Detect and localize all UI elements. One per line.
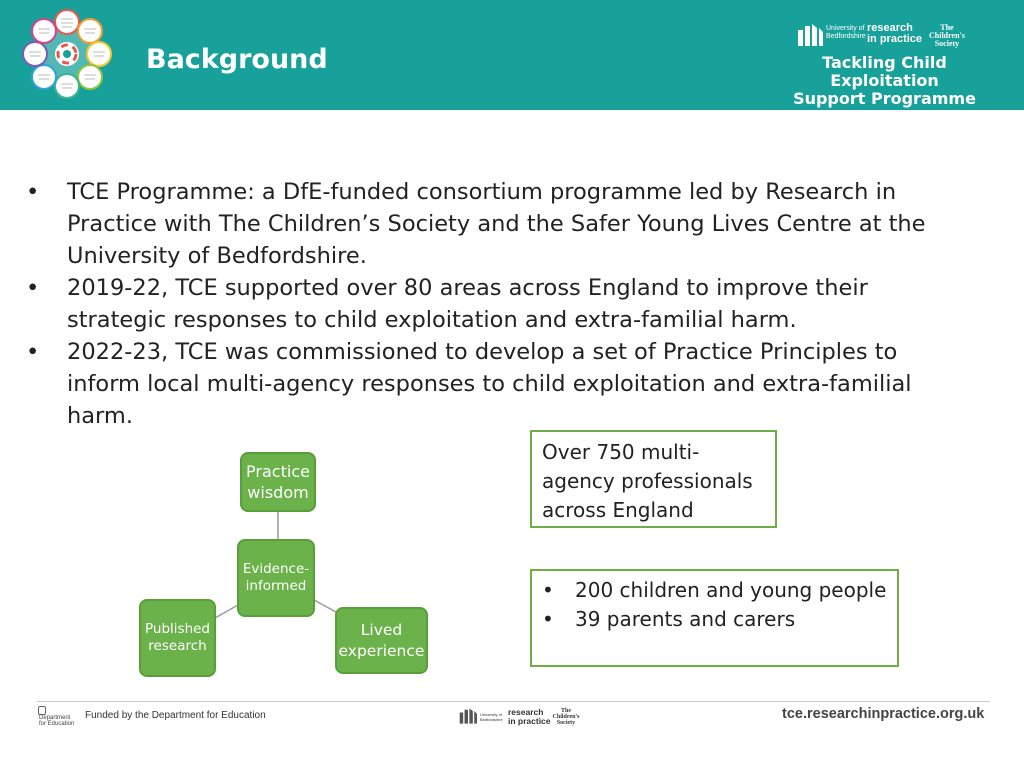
practice-principles-wheel-icon: [22, 9, 112, 99]
node-practice-wisdom-label: Practice wisdom: [246, 462, 310, 502]
bullet-dot: •: [26, 339, 40, 365]
research-in-practice-logo: [867, 23, 922, 45]
university-of-bedfordshire-logo-icon: [796, 22, 824, 48]
dfe-logo: [38, 706, 78, 728]
tcs-line-1: The: [940, 23, 954, 32]
bullet-dot: •: [542, 578, 554, 602]
header-bar: [0, 0, 1024, 110]
node-evidence-informed-label: Evidence-informed: [242, 561, 310, 594]
rip-line-2: in practice: [867, 33, 923, 45]
footer-brand: [458, 705, 588, 729]
tcs-line-3: Society: [934, 39, 960, 48]
footer-divider: [37, 701, 990, 702]
bullet-text: TCE Programme: a DfE-funded consortium programme led by Research in Practice with The Children’s Society and the Safer Young Lives Centre at the University of Bedfordshire.: [67, 179, 926, 269]
node-lived-experience-label: Lived experience: [338, 620, 425, 660]
bullet-dot: •: [26, 275, 40, 301]
node-published-research: [139, 599, 216, 677]
rip-line-1: research: [867, 22, 913, 34]
participant-text: 39 parents and carers: [575, 607, 796, 631]
bullet-text: 2022-23, TCE was commissioned to develop a set of Practice Principles to inform local multi-agency responses to child exploitation and extra-familial harm.: [67, 339, 912, 429]
node-lived-experience: [335, 607, 428, 674]
dfe-crest-icon: [38, 706, 46, 715]
tcs-line-2: Children's: [929, 31, 965, 40]
footer-rip-line-2: in practice: [508, 716, 551, 726]
dfe-text: Department for Education: [39, 715, 75, 727]
footer-rip-line-1: research: [508, 707, 544, 717]
footer-tcs-logo: The Children's Society: [552, 708, 580, 726]
background-bullets: [26, 176, 956, 432]
page-title: Background: [146, 44, 328, 75]
participant-item: [542, 576, 887, 605]
bullet-text: 2019-22, TCE supported over 80 areas across England to improve their strategic responses to child exploitation and extra-familial harm.: [67, 275, 868, 333]
bullet-item: [26, 272, 956, 336]
node-published-research-label: Published research: [145, 621, 210, 654]
participant-item: [542, 605, 887, 634]
footer-url[interactable]: tce.researchinpractice.org.uk: [782, 706, 985, 722]
footer-university-text: University of Bedfordshire: [480, 712, 503, 722]
bullet-dot: •: [26, 179, 40, 205]
funded-by-text: Funded by the Department for Education: [85, 710, 266, 721]
bullet-item: [26, 176, 956, 272]
footer-rip-logo: [508, 708, 551, 726]
bullet-dot: •: [542, 607, 554, 631]
bullet-item: [26, 336, 956, 432]
programme-name: [772, 54, 997, 108]
childrens-society-logo: [929, 24, 965, 48]
participants-box: [530, 569, 899, 667]
brand-block: [772, 20, 997, 108]
node-evidence-informed: [237, 539, 315, 617]
node-practice-wisdom: [240, 452, 316, 512]
professionals-text: Over 750 multi-agency professionals across England: [542, 440, 753, 522]
evidence-diagram: [130, 440, 450, 690]
participant-text: 200 children and young people: [575, 578, 887, 602]
programme-line-1: Tackling Child Exploitation: [822, 53, 947, 90]
professionals-box: [530, 430, 777, 528]
university-name: University of Bedfordshire: [826, 25, 866, 40]
footer-uob-logo-icon: [458, 707, 478, 725]
programme-line-2: Support Programme: [793, 89, 976, 108]
